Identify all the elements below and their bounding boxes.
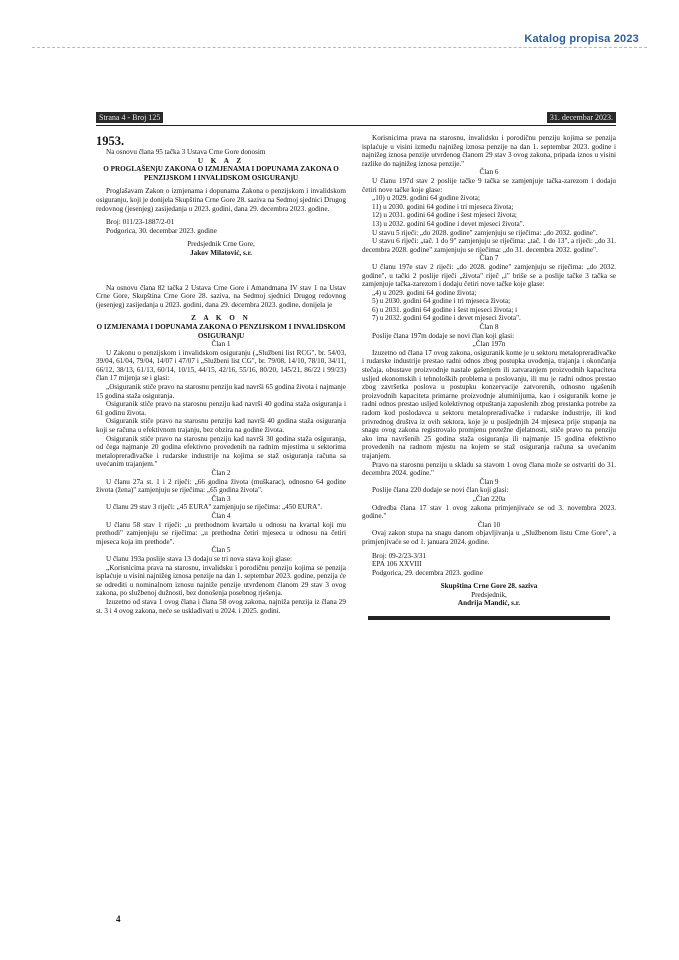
- paragraph: „Korisnicima prava na starosnu, invalidsku i porodičnu penziju kojima se penzija isplaćuje u visini najnižeg iznosa penzije na dan 1. septembar 2023. godine, penzija će se odrediti u nominalnom iznosu najniže penzije utvrđenom članom 29 stav 3 ovog zakona, po službenoj dužnosti, bez donošenja posebnog rješenja.: [96, 563, 346, 598]
- paragraph: Odredba člana 17 stav 1 ovog zakona primjenjivaće se od 3. novembra 2023. godine.": [362, 503, 616, 521]
- act-title: Z A K O N: [191, 314, 251, 323]
- article-heading: Član 8: [479, 323, 499, 332]
- list-item: 12) u 2031. godini 64 godine i šest mjeseci života;: [372, 211, 517, 220]
- list-item: 6) u 2031. godini 64 godine i šest mjeseci života; i: [372, 305, 518, 314]
- paragraph: Osiguranik stiče pravo na starosnu penziju kad navrši 30 godina staža osiguranja, od čega najmanje 20 godina efektivno provedenih na radnim mjestima u sektorima metaloprerađivačke i rudarske industrije na kojima se staž osiguranja računa sa uvećanim trajanjem.": [96, 434, 346, 469]
- list-item: 13) u 2032. godini 64 godine i devet mjeseci života".: [372, 219, 525, 228]
- signature-line: Jakov Milatović, s.r.: [190, 248, 252, 257]
- act-subtitle: O IZMJENAMA I DOPUNAMA ZAKONA O PENZIJSKOM I INVALIDSKOM OSIGURANjU: [96, 322, 346, 340]
- article-heading: Član 2: [211, 469, 231, 477]
- article-heading: Član 10: [477, 520, 501, 529]
- list-item: 5) u 2030. godini 64 godine i tri mjeseca života;: [372, 297, 511, 306]
- spacer: [96, 258, 346, 284]
- header-date: 31. decembar 2023.: [547, 112, 616, 123]
- paragraph: Osiguranik stiče pravo na starosnu penziju kad navrši 40 godina staža osiguranja i 61 godinu života.: [96, 400, 346, 417]
- paragraph: U članu 27a st. 1 i 2 riječi: „66 godina života (muškarac), odnosno 64 godine života (žena)" zamjenjuju se riječima: „65 godina života".: [96, 477, 346, 495]
- gazette-page: [96, 113, 616, 926]
- list-item: 11) u 2030. godini 64 godine i tri mjeseca života;: [372, 202, 514, 211]
- act-title: U K A Z: [197, 156, 245, 165]
- list-item: 7) u 2032. godini 64 godine i devet mjeseci života".: [372, 314, 521, 323]
- article-heading: Član 1: [211, 340, 231, 349]
- paragraph: U stavu 6 riječi: „tač. 1 do 9" zamjenjuju se riječima: „tač. 1 do 13", a riječi: „do 31. decembra 2028. godine" zamjenjuju se riječima: „do 31. decembra 2032. godine".: [362, 237, 616, 254]
- paragraph: Ovaj zakon stupa na snagu danom objavljivanja u „Službenom listu Crne Gore", a primjenjivaće se od 1. januara 2024. godine.: [362, 529, 616, 546]
- paragraph: Na osnovu člana 95 tačka 3 Ustava Crne Gore donosim: [106, 148, 266, 156]
- decree-number: 1953.: [96, 134, 125, 148]
- paragraph: U stavu 5 riječi: „do 2028. godine" zamjenjuju se riječima: „do 2032. godine".: [372, 228, 598, 237]
- header-rule: [96, 125, 616, 126]
- list-item: „4) u 2029. godini 64 godine života;: [372, 288, 477, 297]
- right-column: [362, 134, 616, 620]
- page-number: 4: [116, 914, 121, 924]
- catalog-label: Katalog propisa 2023: [524, 33, 639, 45]
- list-item: „10) u 2029. godini 64 godine života;: [372, 194, 480, 203]
- paragraph: EPA 106 XXVIII: [372, 560, 422, 569]
- article-heading: Član 6: [479, 168, 499, 177]
- top-dashed-rule: [32, 47, 647, 48]
- signature-line: Predsjednik Crne Gore,: [187, 240, 255, 249]
- paragraph: Podgorica, 30. decembar 2023. godine: [106, 226, 217, 235]
- paragraph: U članu 197d stav 2 poslije tačke 9 tačka se zamjenjuje tačka-zarezom i dodaju četiri nove tačke koje glase:: [362, 176, 616, 194]
- header-issue: Strana 4 - Broj 125: [96, 112, 163, 123]
- article-heading: Član 9: [479, 477, 499, 486]
- paragraph: U članu 58 stav 1 riječi: „u prethodnom kvartalu u odnosu na kvartal koji mu prethodi" zamjenjuju se riječima: „u prethodna četiri mjeseca u odnosu na četiri mjeseca koja im prethode".: [96, 520, 346, 546]
- paragraph: Poslije člana 197m dodaje se novi član koji glasi:: [372, 331, 515, 340]
- signature-line: Predsjednik,: [471, 590, 507, 599]
- signature-line: Skupština Crne Gore 28. saziva: [440, 582, 538, 591]
- paragraph: U Zakonu o penzijskom i invalidskom osiguranju („Službeni list RCG", br. 54/03, 39/04, 61/04, 79/04, 14/07 i 47/07 i „Službeni list CG", br. 79/08, 14/10, 78/10, 34/11, 66/12, 38/13, 61/13, 60/14, 10/15, 44/15, 42/16, 55/16, 80/20, 145/21, 86/22 i 99/23) član 17 mijenja se i glasi:: [96, 348, 346, 383]
- article-heading: Član 7: [479, 254, 499, 263]
- paragraph: Poslije člana 220 dodaje se novi član koji glasi:: [372, 486, 509, 495]
- paragraph: Izuzetno od člana 17 ovog zakona, osiguranik kome je u sektoru metaloprerađivačke i rudarske industrije prestao radni odnos zbog postupka uvođenja, trajanja i okončanja stečaja, obustave proizvodnje nastale gašenjem ili zatvaranjem proizvodnih kapaciteta usljed ekonomskih i tehnoloških problema u poslovanju, ili mu je radni odnos prestao zbog završetka poslova u postupku konzervacije zatvorenih, odnosno ugašenih proizvodnih kapaciteta primarne proizvodnje aluminijuma, kao i osiguranik kome je radni odnos prestao usljed kolektivnog otpuštanja zaposlenih zbog prestanka potrebe za radom kod poslodavca u sektoru metaloprerađivačke i rudarske industrije, ili kod privrednog društva iz ovih sektora, koje je u posljednjih 24 mjeseca prije stupanja na snagu ovog zakona registrovalo promjenu pretežne djelatnosti, stiče pravo na penziju ako ima navršenih 25 godina staža osiguranja ili najmanje 15 godina efektivno provedenih na radnom mjestu na kojem se staž osiguranja računa sa uvećanim trajanjem.: [362, 348, 616, 460]
- paragraph: Na osnovu člana 82 tačka 2 Ustava Crne Gore i Amandmana IV stav 1 na Ustav Crne Gore, Skupština Crne Gore 28. saziva, na Sedmoj sjednici Drugog redovnog (jesenjeg) zasijedanja u 2023. godini, dana 29. decembra 2023. godine, donijela je: [96, 283, 346, 309]
- paragraph: „Osiguranik stiče pravo na starosnu penziju kad navrši 65 godina života i najmanje 15 godina staža osiguranja.: [96, 383, 346, 400]
- act-subtitle: O PROGLAŠENjU ZAKONA O IZMJENAMA I DOPUNAMA ZAKONA O PENZIJSKOM I INVALIDSKOM OSIGURANjU: [103, 165, 339, 182]
- signature-line: Andrija Mandić, s.r.: [457, 599, 521, 608]
- paragraph: Pravo na starosnu penziju u skladu sa stavom 1 ovog člana može se ostvariti do 31. decembra 2024. godine.": [362, 460, 616, 478]
- paragraph: Izuzetno od stava 1 ovog člana i člana 58 ovog zakona, najniža penzija iz člana 29 st. 3 i 4 ovog zakona, neće se usklađivati u 2024. i 2025. godini.: [96, 597, 346, 615]
- paragraph: U članu 197e stav 2 riječi: „do 2028. godine" zamjenjuju se riječima: „do 2032. godine", u tački 2 poslije riječi „života" riječ „i" briše se a poslije tačke 3 tačka se zamjenjuje tačka-zarezom i dodaju četiri nove tačke koje glase:: [362, 262, 616, 289]
- article-heading: „Član 220a: [472, 494, 506, 503]
- paragraph: Proglašavam Zakon o izmjenama i dopunama Zakona o penzijskom i invalidskom osiguranju, koji je donijela Skupština Crne Gore 28. saziva na Sedmoj sjednici Drugog redovnog (jesenjeg) zasijedanja u 2023. godini, dana 29. decembra 2023. godine.: [96, 187, 346, 213]
- end-bar: [368, 616, 610, 620]
- page-header: [96, 113, 616, 126]
- left-column: [96, 134, 346, 615]
- article-heading: „Član 197n: [472, 340, 506, 349]
- article-heading: Član 5: [211, 546, 231, 555]
- paragraph: Podgorica, 29. decembra 2023. godine: [372, 568, 483, 577]
- article-heading: Član 4: [211, 511, 231, 520]
- paragraph: Korisnicima prava na starosnu, invalidsku i porodičnu penziju kojima se penzija isplaćuje u visini između najnižeg iznosa penzije na dan 1. septembar 2023. godine i najnižeg iznosa penzije utvrđenog članom 29 stav 3 ovog zakona, pripada iznos u visini razlike do najnižeg iznosa penzije.": [362, 134, 616, 168]
- paragraph: U članu 29 stav 3 riječi: „45 EURA" zamjenjuju se riječima: „450 EURA".: [106, 503, 323, 512]
- paragraph: U članu 193a poslije stava 13 dodaju se tri nova stava koji glase:: [106, 554, 293, 563]
- paragraph: Broj: 09-2/23-3/31: [372, 551, 427, 560]
- paragraph: Osiguranik stiče pravo na starosnu penziju kad navrši 40 godina staža osiguranja koji se računa u efektivnom trajanju, bez obzira na godine života.: [96, 417, 346, 435]
- paragraph: Broj: 011/23-1887/2-01: [106, 218, 175, 227]
- article-heading: Član 3: [211, 494, 231, 503]
